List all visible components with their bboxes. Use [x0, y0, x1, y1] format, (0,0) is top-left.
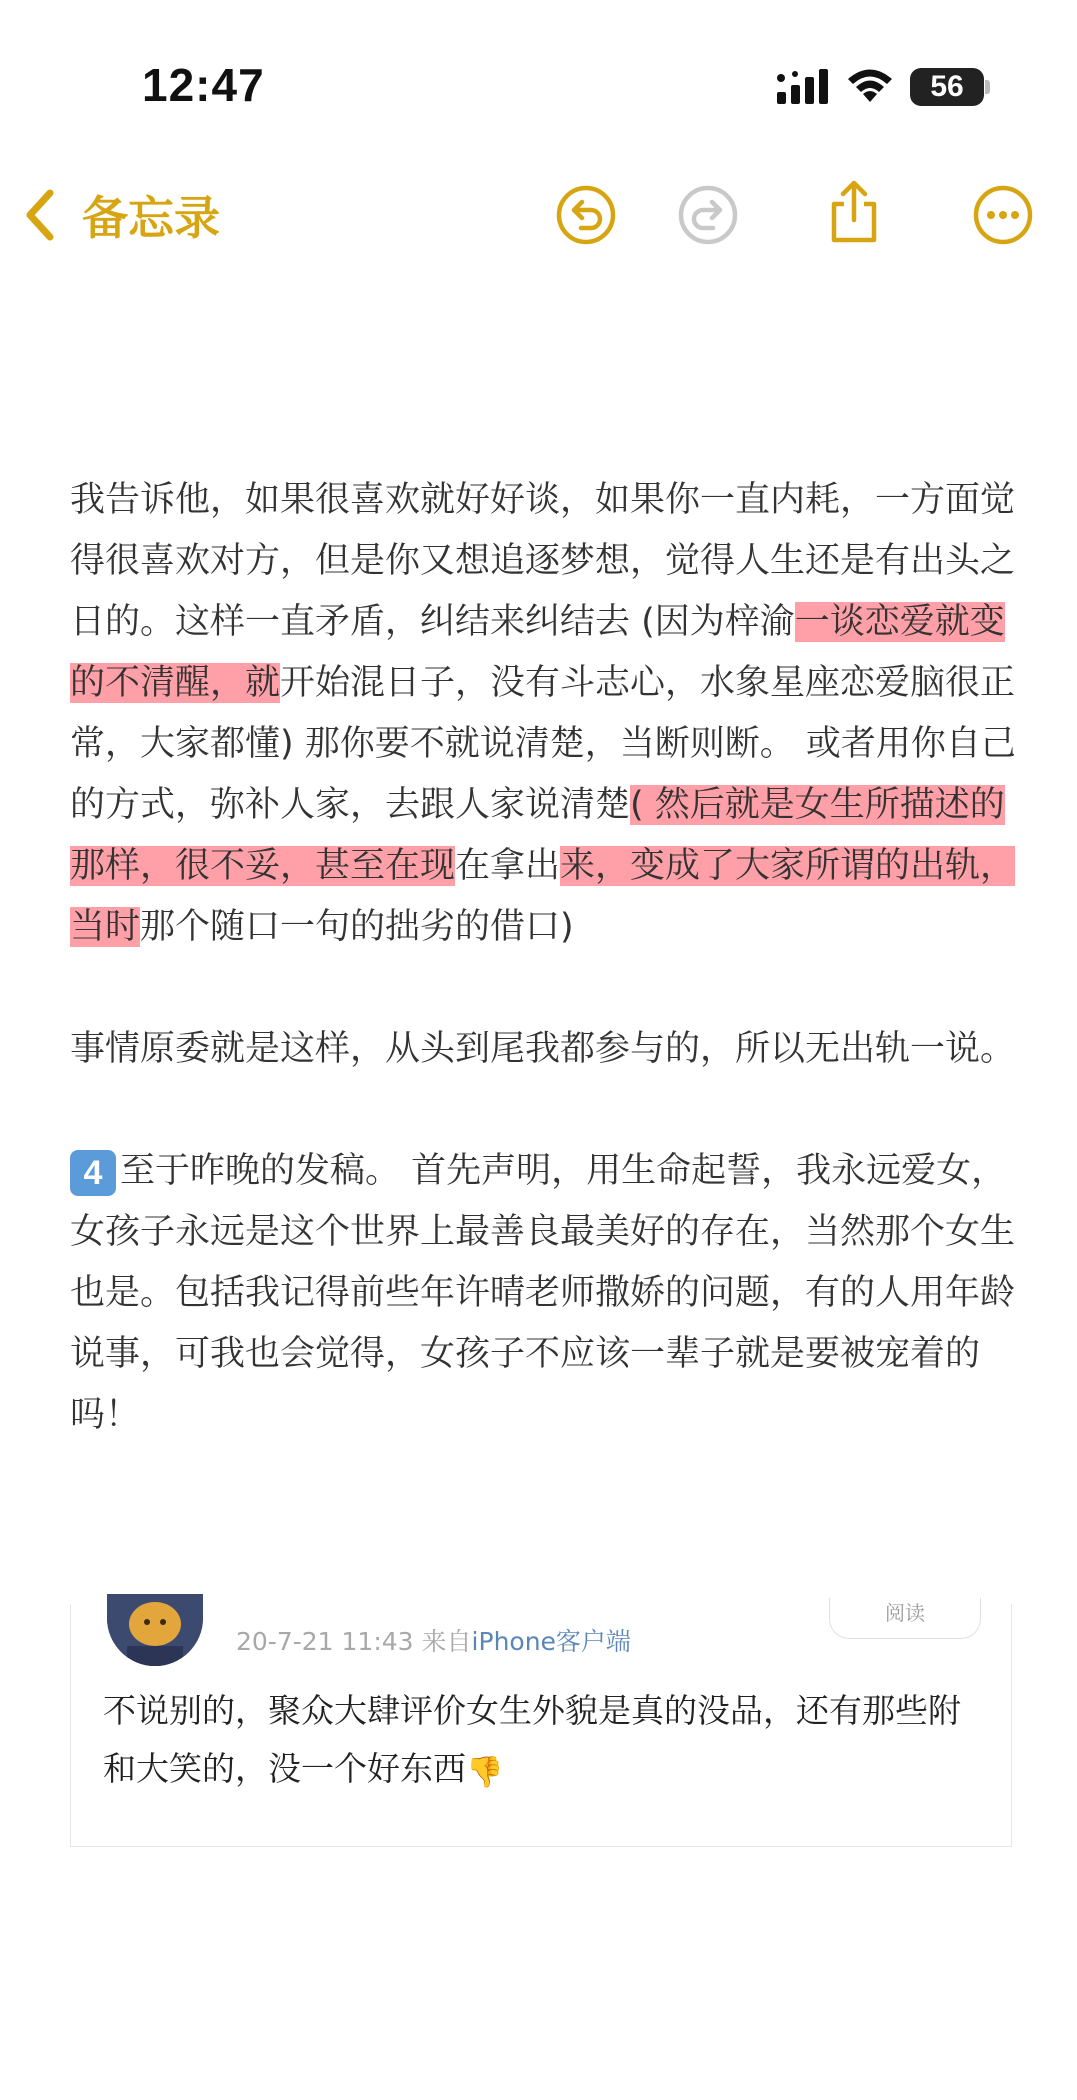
cellular-signal-icon: [775, 68, 831, 104]
p1-highlight-3: 来，变成了大家所谓的出轨，当时: [70, 846, 1016, 947]
battery-indicator: 56: [910, 68, 984, 106]
battery-tip: [985, 80, 990, 94]
chevron-left-icon: [20, 187, 60, 243]
p1-text-g: 那个随口一句的拙劣的借口): [140, 907, 574, 947]
p1-text-a: 我告诉他，如果很喜欢就好好谈，如果你一直内耗，一方面觉得很喜欢对方，但是你又想追逐梦想，觉得人生还是有出头之日的。这样一直矛盾，纠结来纠结去 (因为梓渝: [70, 480, 1016, 642]
post-meta: [236, 1622, 631, 1658]
avatar-image-icon: [107, 1594, 203, 1666]
wifi-icon: [845, 66, 895, 104]
p1-highlight-2: ( 然后就是女生所描述的那样，很不妥，甚至在现: [70, 785, 1005, 886]
read-button[interactable]: 阅读: [829, 1598, 981, 1639]
p3-text: 至于昨晚的发稿。 首先声明，用生命起誓，我永远爱女，女孩子永远是这个世界上最善良最美好的存在，当然那个女生也是。包括我记得前些年许晴老师撒娇的问题，有的人用年龄说事，可我也会觉得，女孩子不应该一辈子就是要被宠着的吗！: [70, 1151, 1016, 1435]
back-label: 备忘录: [82, 191, 220, 245]
note-paragraph-3: [70, 1141, 1020, 1446]
note-body[interactable]: [70, 470, 1020, 1446]
note-paragraph-1: [70, 470, 1020, 958]
undo-icon[interactable]: [555, 184, 617, 246]
status-time: 12:47: [142, 59, 265, 111]
p1-text-c: 开始混日子，没有斗志心，水象星座恋爱脑很正常，大家都懂) 那你要不就说清楚，当断则断。 或者用你自己的方式，弥补人家，去跟人家说清楚: [70, 663, 1016, 825]
p1-text-e: 在拿出: [455, 846, 561, 886]
post-source-link[interactable]: iPhone客户端: [471, 1627, 631, 1656]
embedded-post-card: [70, 1601, 1012, 1847]
back-button[interactable]: [20, 180, 220, 250]
keycap-four-icon: 4: [70, 1150, 116, 1196]
post-text-body: 不说别的，聚众大肆评价女生外貌是真的没品，还有那些附和大笑的，没一个好东西: [103, 1691, 961, 1788]
avatar: [107, 1594, 203, 1666]
post-text: [103, 1682, 983, 1802]
post-date: 20-7-21 11:43: [236, 1627, 414, 1656]
post-source-prefix: 来自: [421, 1627, 472, 1656]
status-bar: [0, 0, 1077, 160]
nav-bar: [0, 160, 1077, 270]
p1-highlight-1: 一谈恋爱就变的不清醒，就: [70, 602, 1005, 703]
more-icon[interactable]: [972, 184, 1034, 246]
redo-icon[interactable]: [677, 184, 739, 246]
share-icon[interactable]: [826, 180, 882, 244]
thumbs-down-icon: 👎: [466, 1755, 504, 1790]
note-paragraph-2: 事情原委就是这样，从头到尾我都参与的，所以无出轨一说。: [70, 1029, 1016, 1069]
